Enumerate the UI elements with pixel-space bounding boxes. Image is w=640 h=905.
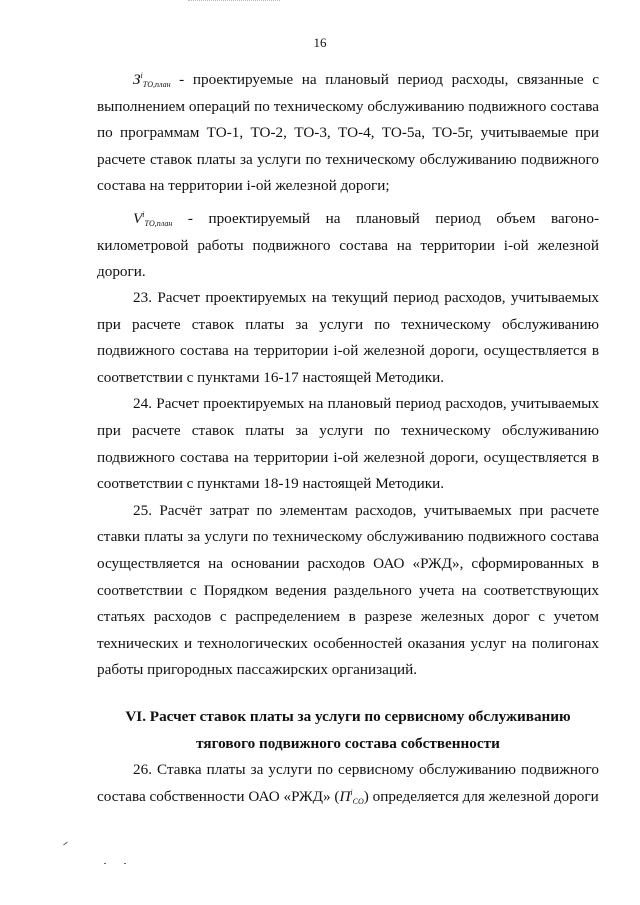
scan-mark bbox=[104, 863, 106, 864]
section-heading bbox=[97, 703, 599, 757]
paragraph-24: 24. Расчет проектируемых на плановый период расходов, учитываемых при расчете ставок платы за услуги по техническому обслуживанию подвижного состава на территории i-ой железной дороги, осуществляется в соответствии с пунктами 18-19 настоящей Методики. bbox=[97, 395, 599, 493]
paragraph-25: 25. Расчёт затрат по элементам расходов, учитываемых при расчете ставки платы за услуги по техническому обслуживанию подвижного состава осуществляется на основании расходов ОАО «РЖД», сформированных в соответствии с Порядком ведения раздельного учета на соответствующих статьях расходов с распределением в разрезе железных дорог с учетом технических и технологических особенностей оказания услуг на полигонах работы пригородных пассажирских организаций. bbox=[97, 501, 599, 679]
section-heading-line-1: VI. Расчет ставок платы за услуги по сервисному обслуживанию bbox=[125, 708, 571, 725]
paragraphs-block bbox=[97, 285, 599, 684]
scan-mark bbox=[63, 842, 68, 846]
definition-volume: $V^i_{ТО,план}$ - проектируемый на плановый период объем вагоно-километровой работы подвижного состава на территории i-ой железной дороги. bbox=[97, 209, 599, 281]
volume-symbol: $V^i_{ТО,план}$ bbox=[133, 209, 173, 228]
paragraph-26: 26. Ставка платы за услуги по сервисному обслуживанию подвижного состава собственности ОАО «РЖД» $(П^i_{СО})$ определяется для железной дороги bbox=[97, 761, 599, 806]
scan-mark bbox=[124, 863, 126, 864]
section-heading-line-2: тягового подвижного состава собственности bbox=[196, 735, 500, 752]
paragraph-23: 23. Расчет проектируемых на текущий период расходов, учитываемых при расчете ставок платы за услуги по техническому обслуживанию подвижного состава на территории i-ой железной дороги, осуществляется в соответствии с пунктами 16-17 настоящей Методики. bbox=[97, 289, 599, 386]
paragraph-26-block bbox=[97, 757, 599, 810]
scan-top-edge bbox=[188, 0, 280, 2]
cost-symbol: $З^i_{ТО,план}$ bbox=[133, 71, 171, 89]
definition-cost: $З^i_{ТО,план}$ - проектируемые на плановый период расходы, связанные с выполнением операций по техническому обслуживанию подвижного состава по программам ТО-1, ТО-2, ТО-3, ТО-4, ТО-5а, ТО-5г, учитываемые при расчете ставок платы за услуги по техническому обслуживанию подвижного состава на территории i-ой железной дороги; bbox=[97, 71, 599, 195]
p26-symbol: $П^i_{СО}$ bbox=[339, 787, 364, 806]
page-number: 16 bbox=[313, 35, 327, 50]
definitions-block bbox=[97, 67, 599, 286]
